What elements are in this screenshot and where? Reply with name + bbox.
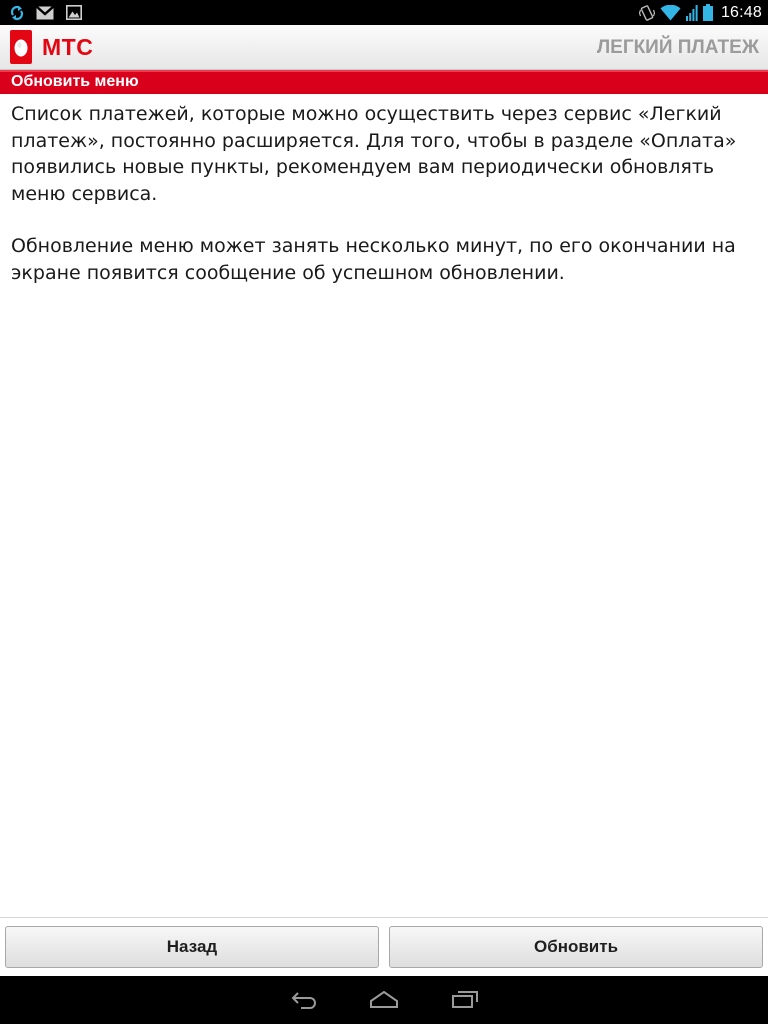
- app-header: [0, 25, 768, 70]
- home-icon[interactable]: [369, 990, 399, 1014]
- recents-icon[interactable]: [451, 990, 479, 1014]
- sync-icon: [10, 5, 24, 21]
- gallery-icon: [66, 5, 82, 20]
- wifi-icon: [660, 5, 681, 21]
- signal-icon: [686, 5, 698, 21]
- status-bar: [0, 0, 768, 25]
- back-icon[interactable]: [290, 990, 320, 1014]
- navigation-bar: [0, 976, 768, 1024]
- section-title: Обновить меню: [11, 73, 139, 90]
- clock: 16:48: [720, 3, 762, 21]
- service-title: ЛЕГКИЙ ПЛАТЕЖ: [596, 37, 759, 58]
- info-text: [11, 101, 761, 286]
- battery-icon: [703, 4, 713, 21]
- info-paragraph: Список платежей, которые можно осуществить через сервис «Легкий платеж», постоянно расширяется. Для того, чтобы в разделе «Оплата» появились новые пункты, рекомендуем вам периодически обновлять меню сервиса.: [11, 103, 737, 205]
- back-button[interactable]: Назад: [5, 926, 379, 968]
- divider: [0, 917, 768, 918]
- gmail-icon: [36, 6, 54, 20]
- mts-egg-logo: [10, 30, 32, 64]
- vibrate-icon: [639, 4, 655, 22]
- refresh-menu-button[interactable]: Обновить: [389, 926, 763, 968]
- brand-name: МТС: [42, 34, 94, 60]
- notification-icons: [10, 4, 82, 21]
- section-bar: [0, 70, 768, 94]
- system-icons: [639, 3, 762, 22]
- info-paragraph: Обновление меню может занять несколько минут, по его окончании на экране появится сообщение об успешном обновлении.: [11, 235, 736, 284]
